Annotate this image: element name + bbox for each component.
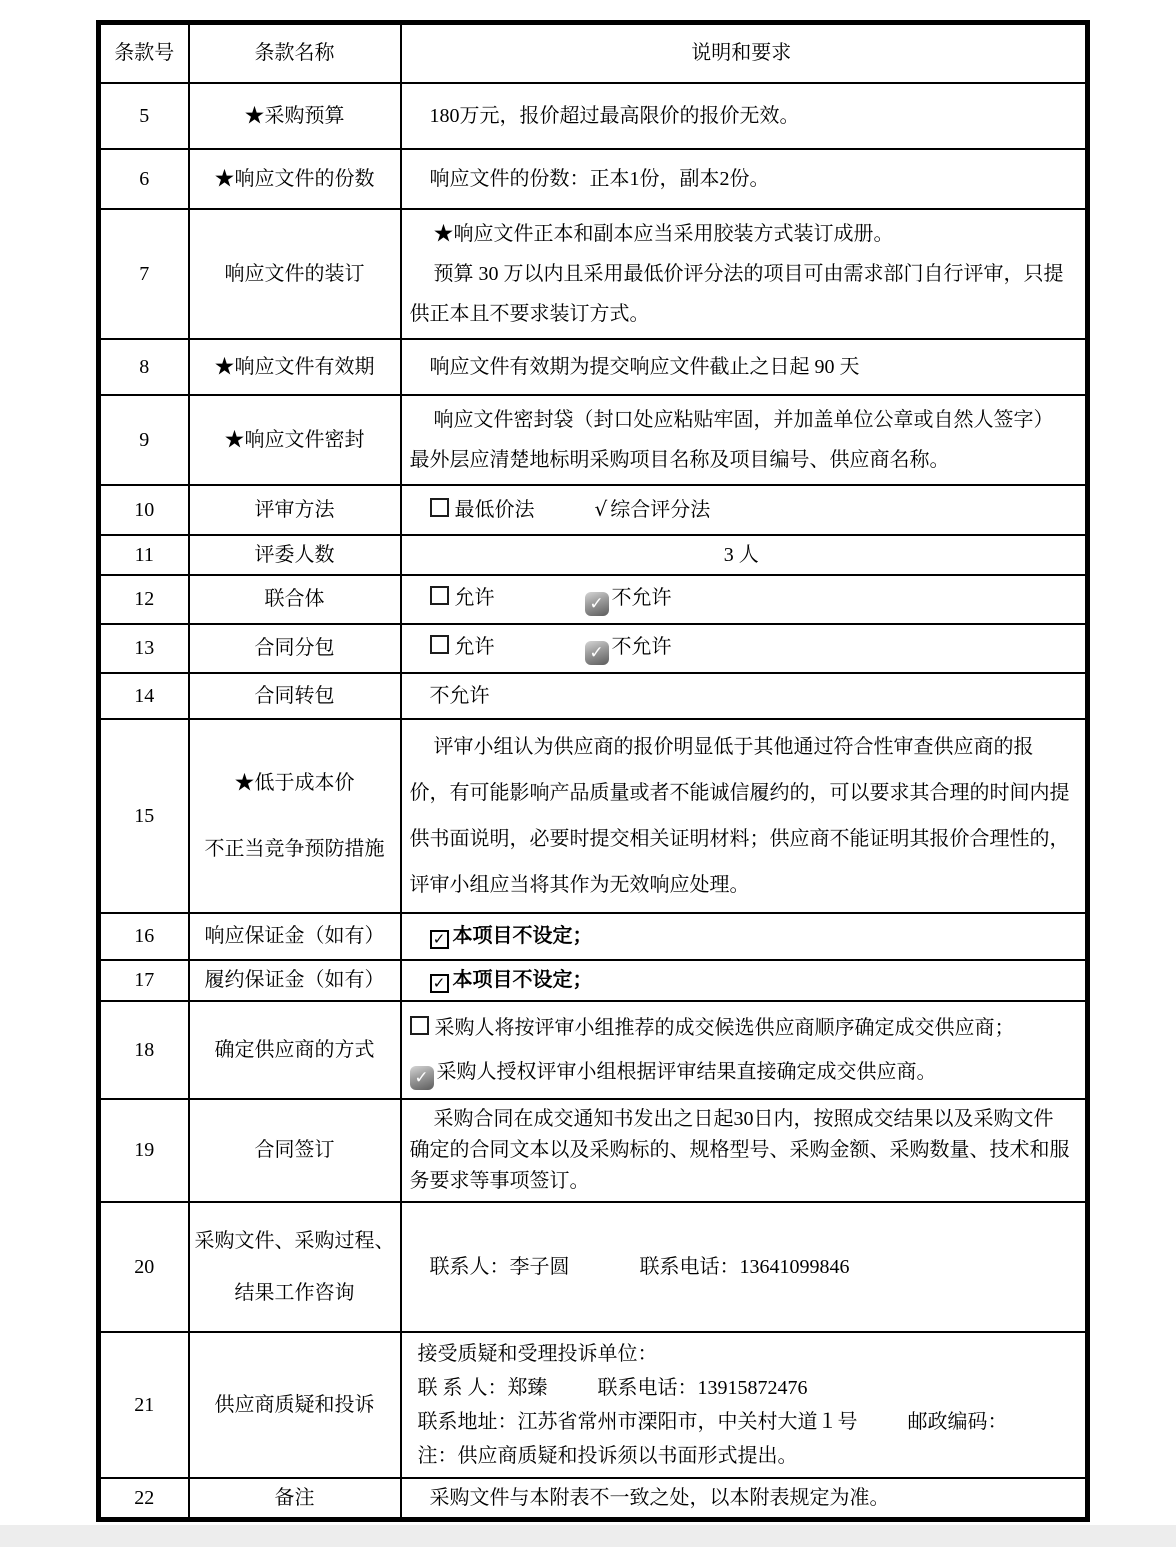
binding-exception: 预算 30 万以内且采用最低价评分法的项目可由需求部门自行评审，只提供正本且不要求装订方式。 xyxy=(409,262,1064,325)
table-row xyxy=(99,339,1088,395)
complaint-note: 注：供应商质疑和投诉须以书面形式提出。 xyxy=(417,1444,798,1467)
clause-desc-cell xyxy=(401,1202,1088,1332)
table-row xyxy=(99,575,1088,624)
clause-no-cell: 14 xyxy=(99,673,189,719)
complaint-contact: 联 系 人：郑臻 xyxy=(417,1376,548,1399)
checkbox-unchecked-icon xyxy=(430,635,449,654)
sealing-requirement: 响应文件密封袋（封口处应粘贴牢固，并加盖单位公章或自然人签字）最外层应清楚地标明采购项目名称及项目编号、供应商名称。 xyxy=(409,408,1054,471)
clause-name-cell: 履约保证金（如有） xyxy=(189,960,401,1001)
clause-desc-cell: 采购文件与本附表不一致之处，以本附表规定为准。 xyxy=(401,1478,1088,1520)
clause-desc-cell xyxy=(401,575,1088,624)
clause-desc-cell xyxy=(401,1001,1088,1099)
clause-no-cell: 6 xyxy=(99,149,189,209)
table-row xyxy=(99,1332,1088,1478)
checkbox-unchecked-icon xyxy=(430,498,449,517)
table-row xyxy=(99,1478,1088,1520)
clause-desc-cell xyxy=(401,485,1088,535)
clause-name-cell: 响应文件的装订 xyxy=(189,209,401,339)
table-row xyxy=(99,1202,1088,1332)
table-row xyxy=(99,719,1088,913)
checkbox-checked-icon: ✓ xyxy=(410,1066,434,1090)
contact-person: 联系人：李子圆 xyxy=(429,1255,570,1278)
clause-desc-cell: 响应文件有效期为提交响应文件截止之日起 90 天 xyxy=(401,339,1088,395)
complaint-address: 联系地址：江苏省常州市溧阳市，中关村大道１号 xyxy=(417,1410,858,1433)
checkbox-unchecked-icon xyxy=(430,586,449,605)
check-mark-icon: √ xyxy=(594,497,608,521)
option-label-selected: 本项目不设定； xyxy=(452,969,593,991)
checkbox-unchecked-icon xyxy=(410,1016,429,1035)
option-label: 最低价法 xyxy=(454,499,535,521)
clause-desc-cell xyxy=(401,209,1088,339)
table-row xyxy=(99,960,1088,1001)
header-clause-desc: 说明和要求 xyxy=(401,23,1088,83)
table-row xyxy=(99,624,1088,673)
clause-no-cell: 17 xyxy=(99,960,189,1001)
clause-name-cell: 联合体 xyxy=(189,575,401,624)
clause-no-cell: 13 xyxy=(99,624,189,673)
clause-no-cell: 22 xyxy=(99,1478,189,1520)
clause-desc-cell: 不允许 xyxy=(401,673,1088,719)
scan-page-edge xyxy=(0,1525,1176,1547)
clause-no-cell: 12 xyxy=(99,575,189,624)
low-price-measures-text: 评审小组认为供应商的报价明显低于其他通过符合性审查供应商的报价，有可能影响产品质量或者不能诚信履约的，可以要求其合理的时间内提供书面说明，必要时提交相关证明材料；供应商不能证明其报价合理性的，评审小组应当将其作为无效响应处理。 xyxy=(409,735,1070,896)
complaint-unit-line: 接受质疑和受理投诉单位： xyxy=(417,1342,658,1365)
clause-name-cell: 供应商质疑和投诉 xyxy=(189,1332,401,1478)
checkbox-checked-icon: ✓ xyxy=(585,641,609,665)
checkbox-checked-black-icon: ✓ xyxy=(430,974,449,993)
table-row xyxy=(99,149,1088,209)
clause-name-line: 结果工作咨询 xyxy=(234,1281,355,1304)
table-header-row xyxy=(99,23,1088,83)
table-row xyxy=(99,395,1088,485)
option-label: 采购人将按评审小组推荐的成交候选供应商顺序确定成交供应商； xyxy=(434,1016,1015,1039)
clauses-table xyxy=(96,20,1090,1522)
header-clause-no: 条款号 xyxy=(99,23,189,83)
clause-name-cell: 备注 xyxy=(189,1478,401,1520)
checkbox-checked-icon: ✓ xyxy=(585,592,609,616)
clause-name-cell: ★响应文件的份数 xyxy=(189,149,401,209)
clause-desc-cell: 响应文件的份数：正本1份，副本2份。 xyxy=(401,149,1088,209)
option-label-selected: 采购人授权评审小组根据评审结果直接确定成交供应商。 xyxy=(436,1060,937,1083)
option-label-selected: 不允许 xyxy=(611,635,672,658)
table-row xyxy=(99,673,1088,719)
table-row xyxy=(99,913,1088,960)
clause-desc-cell xyxy=(401,395,1088,485)
clause-desc-cell: 3 人 xyxy=(401,535,1088,575)
clause-no-cell: 5 xyxy=(99,83,189,149)
clause-name-cell: 合同转包 xyxy=(189,673,401,719)
clause-no-cell: 11 xyxy=(99,535,189,575)
table-row xyxy=(99,209,1088,339)
table-row xyxy=(99,83,1088,149)
clause-name-cell: 评审方法 xyxy=(189,485,401,535)
table-row xyxy=(99,535,1088,575)
clause-no-cell: 16 xyxy=(99,913,189,960)
clause-name-line: 采购文件、采购过程、 xyxy=(194,1229,395,1252)
table-row xyxy=(99,485,1088,535)
option-label-selected: 本项目不设定； xyxy=(452,925,593,947)
clause-name-cell: ★响应文件有效期 xyxy=(189,339,401,395)
clause-no-cell: 15 xyxy=(99,719,189,913)
clause-name-cell: 确定供应商的方式 xyxy=(189,1001,401,1099)
clause-name-cell: 评委人数 xyxy=(189,535,401,575)
binding-requirement: ★响应文件正本和副本应当采用胶装方式装订成册。 xyxy=(433,222,894,245)
clause-desc-cell xyxy=(401,624,1088,673)
clause-name-cell: 合同签订 xyxy=(189,1099,401,1202)
clause-name-cell xyxy=(189,719,401,913)
option-label: 允许 xyxy=(454,635,495,658)
option-label: 允许 xyxy=(454,586,495,609)
checkbox-checked-black-icon: ✓ xyxy=(430,930,449,949)
option-label-selected: 综合评分法 xyxy=(610,499,711,521)
clause-name-cell: 响应保证金（如有） xyxy=(189,913,401,960)
clause-desc-cell xyxy=(401,719,1088,913)
clause-name-line: 不正当竞争预防措施 xyxy=(204,837,385,860)
clause-desc-cell xyxy=(401,1332,1088,1478)
header-clause-name: 条款名称 xyxy=(189,23,401,83)
option-label-selected: 不允许 xyxy=(611,586,672,609)
complaint-phone: 联系电话：13915872476 xyxy=(597,1376,808,1399)
clause-desc-cell xyxy=(401,1099,1088,1202)
postal-code-label: 邮政编码： xyxy=(907,1410,1008,1433)
clause-name-cell: ★采购预算 xyxy=(189,83,401,149)
clause-no-cell: 10 xyxy=(99,485,189,535)
contact-phone: 联系电话：13641099846 xyxy=(639,1255,850,1278)
clause-no-cell: 19 xyxy=(99,1099,189,1202)
clause-no-cell: 21 xyxy=(99,1332,189,1478)
clause-name-cell xyxy=(189,1202,401,1332)
clause-no-cell: 8 xyxy=(99,339,189,395)
clause-no-cell: 20 xyxy=(99,1202,189,1332)
table-row xyxy=(99,1001,1088,1099)
clause-no-cell: 7 xyxy=(99,209,189,339)
clause-no-cell: 18 xyxy=(99,1001,189,1099)
table-row xyxy=(99,1099,1088,1202)
clause-name-cell: 合同分包 xyxy=(189,624,401,673)
clause-name-cell: ★响应文件密封 xyxy=(189,395,401,485)
contract-signing-text: 采购合同在成交通知书发出之日起30日内，按照成交结果以及采购文件确定的合同文本以及采购标的、规格型号、采购金额、采购数量、技术和服务要求等事项签订。 xyxy=(409,1107,1070,1192)
clause-name-line: ★低于成本价 xyxy=(234,771,355,794)
clause-desc-cell xyxy=(401,960,1088,1001)
clause-desc-cell xyxy=(401,913,1088,960)
clause-desc-cell: 180万元，报价超过最高限价的报价无效。 xyxy=(401,83,1088,149)
clause-no-cell: 9 xyxy=(99,395,189,485)
